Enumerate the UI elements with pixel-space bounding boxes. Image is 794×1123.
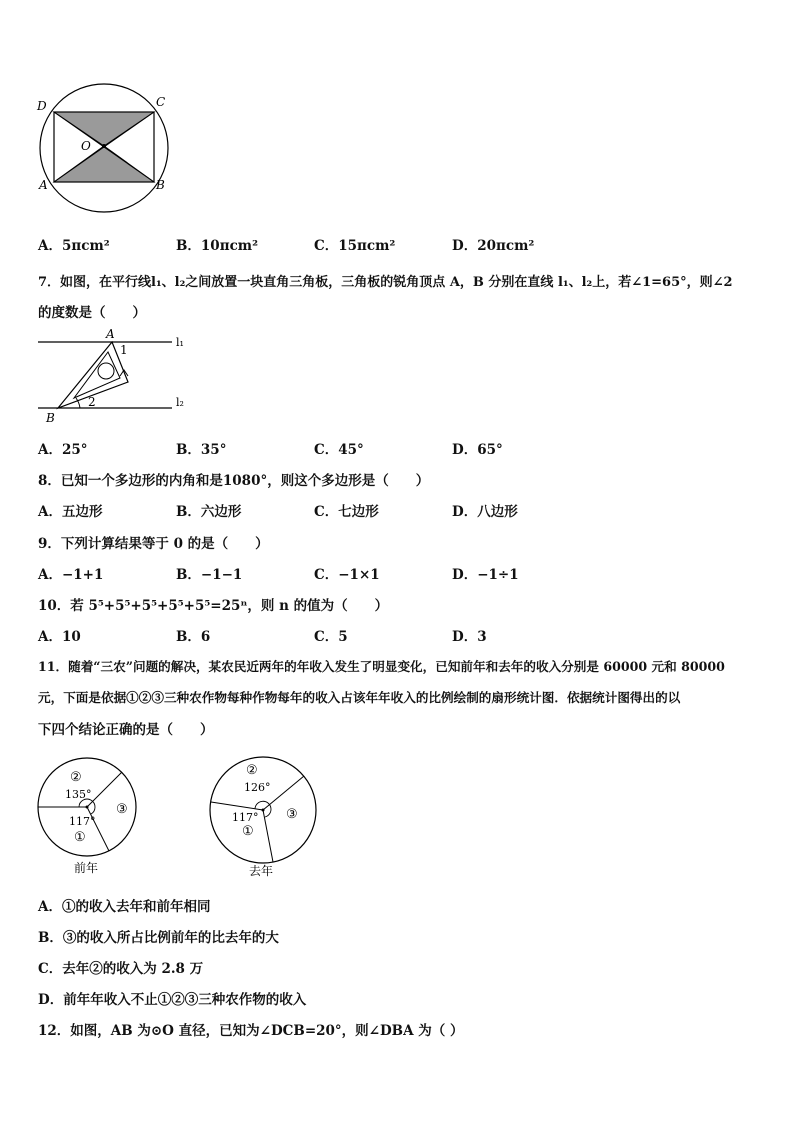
angle-2-label: 2 (88, 395, 96, 409)
q9-option-c: C．−1×1 (314, 567, 380, 583)
shaded-triangle-top (54, 112, 154, 146)
q6-option-a: A．5πcm² (38, 238, 110, 254)
q8-option-a: A．五边形 (38, 504, 103, 520)
pie-radius-bottom (263, 810, 273, 862)
q10-option-d: D．3 (452, 629, 487, 645)
q7-option-b: B．35° (176, 442, 227, 458)
q11-question-line3: 下四个结论正确的是（ ） (38, 722, 214, 738)
sector-1-label: ① (74, 830, 86, 845)
sector-2-label: ② (70, 770, 82, 785)
angle-bottom-label: 117° (232, 811, 259, 824)
pie-caption: 去年 (249, 864, 274, 878)
pie-caption: 前年 (74, 861, 99, 875)
q12-question: 12．如图，AB 为⊙O 直径，已知为∠DCB=20°，则∠DBA 为（ ） (38, 1023, 464, 1039)
q11-option-d: D．前年年收入不止①②③三种农作物的收入 (38, 992, 307, 1008)
label-o: O (81, 139, 91, 153)
parallel-lines-triangle-figure (36, 326, 196, 426)
q6-option-b: B．10πcm² (176, 238, 258, 254)
label-l2: l₂ (176, 396, 184, 409)
pie-center (262, 809, 265, 812)
q7-option-a: A．25° (38, 442, 88, 458)
angle-bottom-label: 117° (69, 815, 96, 828)
q10-option-b: B．6 (176, 629, 211, 645)
center-point (102, 144, 106, 148)
pie-chart-last-year (206, 755, 326, 880)
pie-center (86, 806, 89, 809)
pie-radius-bottom (87, 807, 109, 851)
q7-option-c: C．45° (314, 442, 364, 458)
q8-option-c: C．七边形 (314, 504, 379, 520)
q9-option-b: B．−1−1 (176, 567, 243, 583)
q6-option-d: D．20πcm² (452, 238, 535, 254)
pie-chart-previous-year (34, 755, 144, 875)
label-a: A (39, 178, 48, 192)
sector-3-label: ③ (116, 802, 128, 817)
q7-question-line1: 7．如图，在平行线l₁、l₂之间放置一块直角三角板，三角板的锐角顶点 A，B 分别在直线 l₁、l₂上，若∠1=65°，则∠2 (38, 275, 733, 290)
sector-3-label: ③ (286, 807, 298, 822)
label-c: C (156, 95, 166, 109)
q8-option-b: B．六边形 (176, 504, 242, 520)
q10-question: 10．若 5⁵+5⁵+5⁵+5⁵+5⁵=25ⁿ，则 n 的值为（ ） (38, 598, 389, 614)
q10-option-a: A．10 (38, 629, 81, 645)
q9-option-d: D．−1÷1 (452, 567, 519, 583)
q11-question-line1: 11．随着“三农”问题的解决，某农民近两年的年收入发生了明显变化，已知前年和去年的收入分别是 60000 元和 80000 (38, 659, 725, 674)
label-l1: l₁ (176, 336, 184, 349)
sector-1-label: ① (242, 824, 254, 839)
q7-option-d: D．65° (452, 442, 503, 458)
shaded-triangle-bottom (54, 146, 154, 182)
q9-question: 9．下列计算结果等于 0 的是（ ） (38, 536, 269, 552)
angle-1-label: 1 (120, 343, 128, 357)
q6-option-c: C．15πcm² (314, 238, 396, 254)
q7-question-line2: 的度数是（ ） (38, 305, 146, 321)
q11-option-a: A．①的收入去年和前年相同 (38, 899, 211, 915)
label-a: A (106, 327, 115, 341)
q8-question: 8．已知一个多边形的内角和是1080°，则这个多边形是（ ） (38, 473, 430, 489)
q11-option-b: B．③的收入所占比例前年的比去年的大 (38, 930, 279, 946)
label-b: B (46, 411, 55, 425)
sector-2-label: ② (246, 763, 258, 778)
q11-option-c: C．去年②的收入为 2.8 万 (38, 961, 204, 977)
triangle-hole (98, 363, 114, 379)
circle-rectangle-figure (30, 82, 180, 217)
q8-option-d: D．八边形 (452, 504, 518, 520)
angle-top-label: 135° (65, 788, 92, 801)
label-b: B (156, 178, 165, 192)
q9-option-a: A．−1+1 (38, 567, 104, 583)
q11-question-line2: 元，下面是依据①②③三种农作物每种作物每年的收入占该年年收入的比例绘制的扇形统计图．依据统计图得出的以 (38, 690, 681, 705)
angle-top-label: 126° (244, 781, 271, 794)
label-d: D (37, 99, 47, 113)
q10-option-c: C．5 (314, 629, 348, 645)
